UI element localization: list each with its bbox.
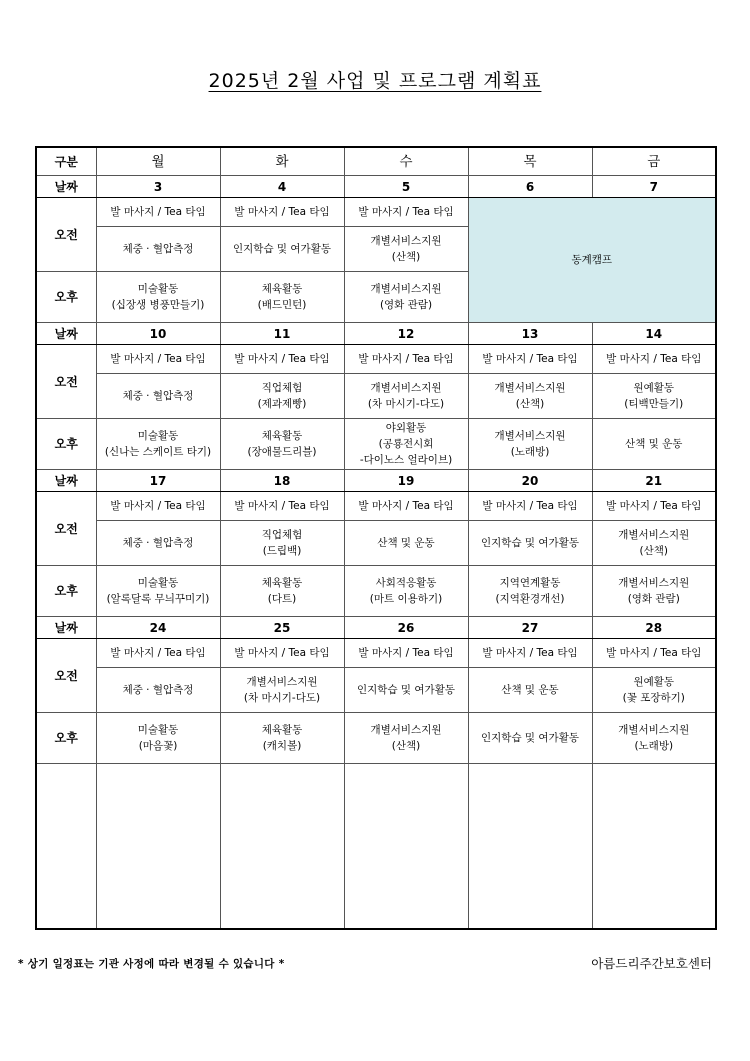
day-header-thu: 목 (468, 147, 592, 176)
empty-cell (220, 764, 344, 930)
empty-cell (592, 764, 716, 930)
date-label: 날짜 (36, 617, 96, 639)
program-cell: 미술활동 (신나는 스케이트 타기) (96, 419, 220, 470)
program-cell: 발 마사지 / Tea 타임 (468, 639, 592, 668)
date-cell: 12 (344, 323, 468, 345)
empty-cell (96, 764, 220, 930)
date-cell: 5 (344, 176, 468, 198)
program-cell: 체중 · 혈압측정 (96, 227, 220, 272)
empty-cell (344, 764, 468, 930)
date-cell: 26 (344, 617, 468, 639)
program-cell: 산책 및 운동 (592, 419, 716, 470)
program-cell: 산책 및 운동 (468, 668, 592, 713)
date-row (36, 176, 716, 198)
program-cell: 체중 · 혈압측정 (96, 521, 220, 566)
program-cell: 개별서비스지원 (산책) (592, 521, 716, 566)
afternoon-label: 오후 (36, 566, 96, 617)
morning-row (36, 521, 716, 566)
afternoon-label: 오후 (36, 713, 96, 764)
program-cell: 발 마사지 / Tea 타임 (220, 639, 344, 668)
date-cell: 13 (468, 323, 592, 345)
date-cell: 25 (220, 617, 344, 639)
date-cell: 20 (468, 470, 592, 492)
program-cell: 미술활동 (십장생 병풍만들기) (96, 272, 220, 323)
program-cell: 발 마사지 / Tea 타임 (96, 198, 220, 227)
day-header-wed: 수 (344, 147, 468, 176)
program-cell: 발 마사지 / Tea 타임 (220, 198, 344, 227)
morning-label: 오전 (36, 492, 96, 566)
section-header: 구분 (36, 147, 96, 176)
program-cell: 체육활동 (캐치볼) (220, 713, 344, 764)
program-cell: 발 마사지 / Tea 타임 (220, 492, 344, 521)
afternoon-row (36, 566, 716, 617)
program-cell: 지역연계활동 (지역환경개선) (468, 566, 592, 617)
day-header-mon: 월 (96, 147, 220, 176)
program-cell: 개별서비스지원 (산책) (344, 227, 468, 272)
program-cell: 개별서비스지원 (노래방) (468, 419, 592, 470)
program-cell: 개별서비스지원 (영화 관람) (592, 566, 716, 617)
program-cell: 미술활동 (마음꽃) (96, 713, 220, 764)
morning-label: 오전 (36, 198, 96, 272)
afternoon-label: 오후 (36, 419, 96, 470)
date-cell: 24 (96, 617, 220, 639)
program-cell: 체중 · 혈압측정 (96, 668, 220, 713)
program-cell: 체중 · 혈압측정 (96, 374, 220, 419)
program-cell: 인지학습 및 여가활동 (468, 713, 592, 764)
morning-row (36, 374, 716, 419)
program-cell: 개별서비스지원 (차 마시기-다도) (344, 374, 468, 419)
program-cell: 체육활동 (배드민턴) (220, 272, 344, 323)
date-label: 날짜 (36, 323, 96, 345)
date-cell: 10 (96, 323, 220, 345)
date-row (36, 617, 716, 639)
program-cell: 발 마사지 / Tea 타임 (344, 492, 468, 521)
date-label: 날짜 (36, 176, 96, 198)
date-row (36, 470, 716, 492)
program-cell: 개별서비스지원 (차 마시기-다도) (220, 668, 344, 713)
program-cell: 개별서비스지원 (노래방) (592, 713, 716, 764)
program-cell: 발 마사지 / Tea 타임 (344, 345, 468, 374)
afternoon-label: 오후 (36, 272, 96, 323)
program-cell: 직업체험 (드립백) (220, 521, 344, 566)
date-cell: 17 (96, 470, 220, 492)
program-cell: 개별서비스지원 (영화 관람) (344, 272, 468, 323)
morning-row (36, 492, 716, 521)
header-row (36, 147, 716, 176)
program-cell: 사회적응활동 (마트 이용하기) (344, 566, 468, 617)
date-cell: 11 (220, 323, 344, 345)
program-cell: 미술활동 (알록달록 무늬꾸미기) (96, 566, 220, 617)
center-name: 아름드리주간보호센터 (591, 956, 712, 971)
program-cell: 인지학습 및 여가활동 (344, 668, 468, 713)
afternoon-row (36, 419, 716, 470)
program-cell: 발 마사지 / Tea 타임 (96, 345, 220, 374)
program-cell: 개별서비스지원 (산책) (344, 713, 468, 764)
schedule-table (35, 146, 717, 930)
date-cell: 3 (96, 176, 220, 198)
program-cell: 체육활동 (장애물드리블) (220, 419, 344, 470)
page-title: 2025년 2월 사업 및 프로그램 계획표 (208, 70, 542, 92)
program-cell: 인지학습 및 여가활동 (220, 227, 344, 272)
afternoon-row (36, 713, 716, 764)
program-cell: 원예활동 (꽃 포장하기) (592, 668, 716, 713)
morning-row (36, 198, 716, 227)
program-cell: 발 마사지 / Tea 타임 (592, 345, 716, 374)
date-cell: 28 (592, 617, 716, 639)
empty-row (36, 764, 716, 930)
morning-row (36, 668, 716, 713)
day-header-tue: 화 (220, 147, 344, 176)
program-cell: 발 마사지 / Tea 타임 (592, 639, 716, 668)
date-label: 날짜 (36, 470, 96, 492)
program-cell: 발 마사지 / Tea 타임 (592, 492, 716, 521)
program-cell: 산책 및 운동 (344, 521, 468, 566)
program-cell: 체육활동 (다트) (220, 566, 344, 617)
program-cell: 원예활동 (티백만들기) (592, 374, 716, 419)
date-cell: 4 (220, 176, 344, 198)
program-cell: 발 마사지 / Tea 타임 (468, 492, 592, 521)
morning-label: 오전 (36, 345, 96, 419)
date-cell: 19 (344, 470, 468, 492)
date-cell: 27 (468, 617, 592, 639)
morning-row (36, 639, 716, 668)
morning-label: 오전 (36, 639, 96, 713)
program-cell: 직업체험 (제과제빵) (220, 374, 344, 419)
program-cell: 발 마사지 / Tea 타임 (96, 639, 220, 668)
date-cell: 6 (468, 176, 592, 198)
day-header-fri: 금 (592, 147, 716, 176)
date-cell: 7 (592, 176, 716, 198)
program-cell: 발 마사지 / Tea 타임 (96, 492, 220, 521)
program-cell: 개별서비스지원 (산책) (468, 374, 592, 419)
morning-row (36, 345, 716, 374)
empty-cell (468, 764, 592, 930)
program-cell: 야외활동 (공룡전시회 -다이노스 얼라이브) (344, 419, 468, 470)
program-cell: 발 마사지 / Tea 타임 (344, 198, 468, 227)
program-cell: 발 마사지 / Tea 타임 (220, 345, 344, 374)
date-cell: 14 (592, 323, 716, 345)
program-cell: 발 마사지 / Tea 타임 (344, 639, 468, 668)
program-cell: 발 마사지 / Tea 타임 (468, 345, 592, 374)
date-cell: 18 (220, 470, 344, 492)
empty-cell (36, 764, 96, 930)
date-cell: 21 (592, 470, 716, 492)
program-cell: 인지학습 및 여가활동 (468, 521, 592, 566)
winter-camp-cell: 동계캠프 (468, 198, 716, 323)
schedule-change-note: * 상기 일정표는 기관 사정에 따라 변경될 수 있습니다 * (18, 958, 285, 970)
date-row (36, 323, 716, 345)
